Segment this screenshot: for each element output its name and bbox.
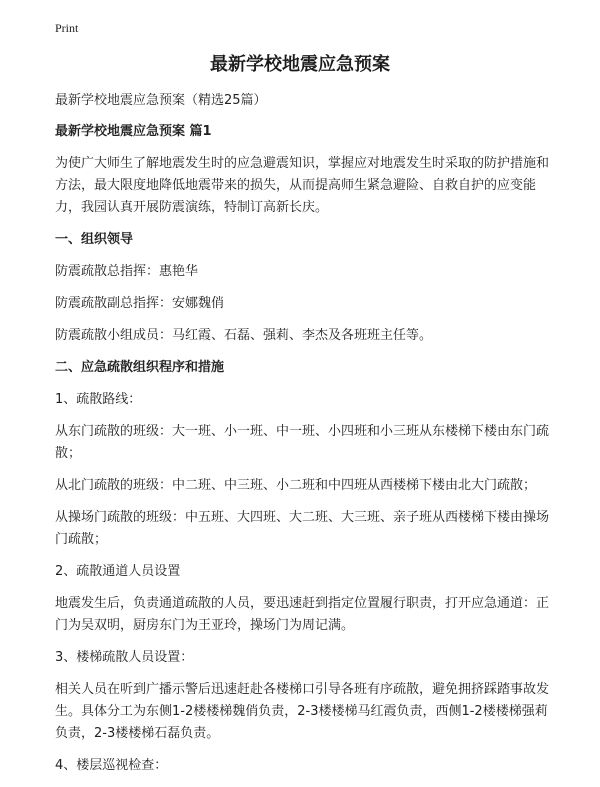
paragraph-east-gate: 从东门疏散的班级：大一班、小一班、中一班、小四班和小三班从东楼梯下楼由东门疏散；: [55, 424, 550, 461]
item-heading-routes: 1、疏散路线：: [55, 392, 142, 407]
item-heading-floor-inspection: 4、楼层巡视检查：: [55, 758, 168, 773]
paragraph-chief-commander: 防震疏散总指挥：惠艳华: [55, 264, 199, 279]
paragraph-north-gate: 从北门疏散的班级：中二班、中三班、小二班和中四班从西楼梯下楼由北大门疏散；: [55, 478, 537, 493]
paragraph-playground-gate: 从操场门疏散的班级：中五班、大四班、大二班、大三班、亲子班从西楼梯下楼由操场门疏散；: [55, 510, 550, 547]
paragraph-stair-staff: 相关人员在听到广播示警后迅速赶赴各楼梯口引导各班有序疏散，避免拥挤踩踏事故发生。具体分工为东侧1-2楼楼梯魏俏负责，2-3楼楼梯马红霞负责，西侧1-2楼楼梯强莉负责，2-3楼楼梯石磊负责。: [55, 682, 550, 741]
paragraph-channel-staff: 地震发生后，负责通道疏散的人员，要迅速赶到指定位置履行职责，打开应急通道：正门为吴双明，厨房东门为王亚玲，操场门为周记满。: [55, 596, 550, 633]
paragraph-deputy-commander: 防震疏散副总指挥：安娜魏俏: [55, 296, 225, 311]
intro-paragraph: 为使广大师生了解地震发生时的应急避震知识，掌握应对地震发生时采取的防护措施和方法，最大限度地降低地震带来的损失，从而提高师生紧急避险、自救自护的应变能力，我园认真开展防震演练，特制订高新长庆。: [55, 156, 550, 215]
print-label: Print: [55, 21, 79, 35]
document-subtitle: 最新学校地震应急预案（精选25篇）: [55, 93, 267, 108]
section-heading-organization: 一、组织领导: [55, 232, 134, 247]
document-body: [55, 90, 555, 787]
paragraph-team-members: 防震疏散小组成员：马红霞、石磊、强莉、李杰及各班班主任等。: [55, 328, 433, 343]
page-title: 最新学校地震应急预案: [210, 54, 390, 75]
section-heading-procedures: 二、应急疏散组织程序和措施: [55, 360, 225, 375]
item-heading-stair-staff: 3、楼梯疏散人员设置：: [55, 650, 194, 665]
article-heading: 最新学校地震应急预案 篇1: [55, 124, 212, 139]
item-heading-channel-staff: 2、疏散通道人员设置: [55, 564, 181, 579]
